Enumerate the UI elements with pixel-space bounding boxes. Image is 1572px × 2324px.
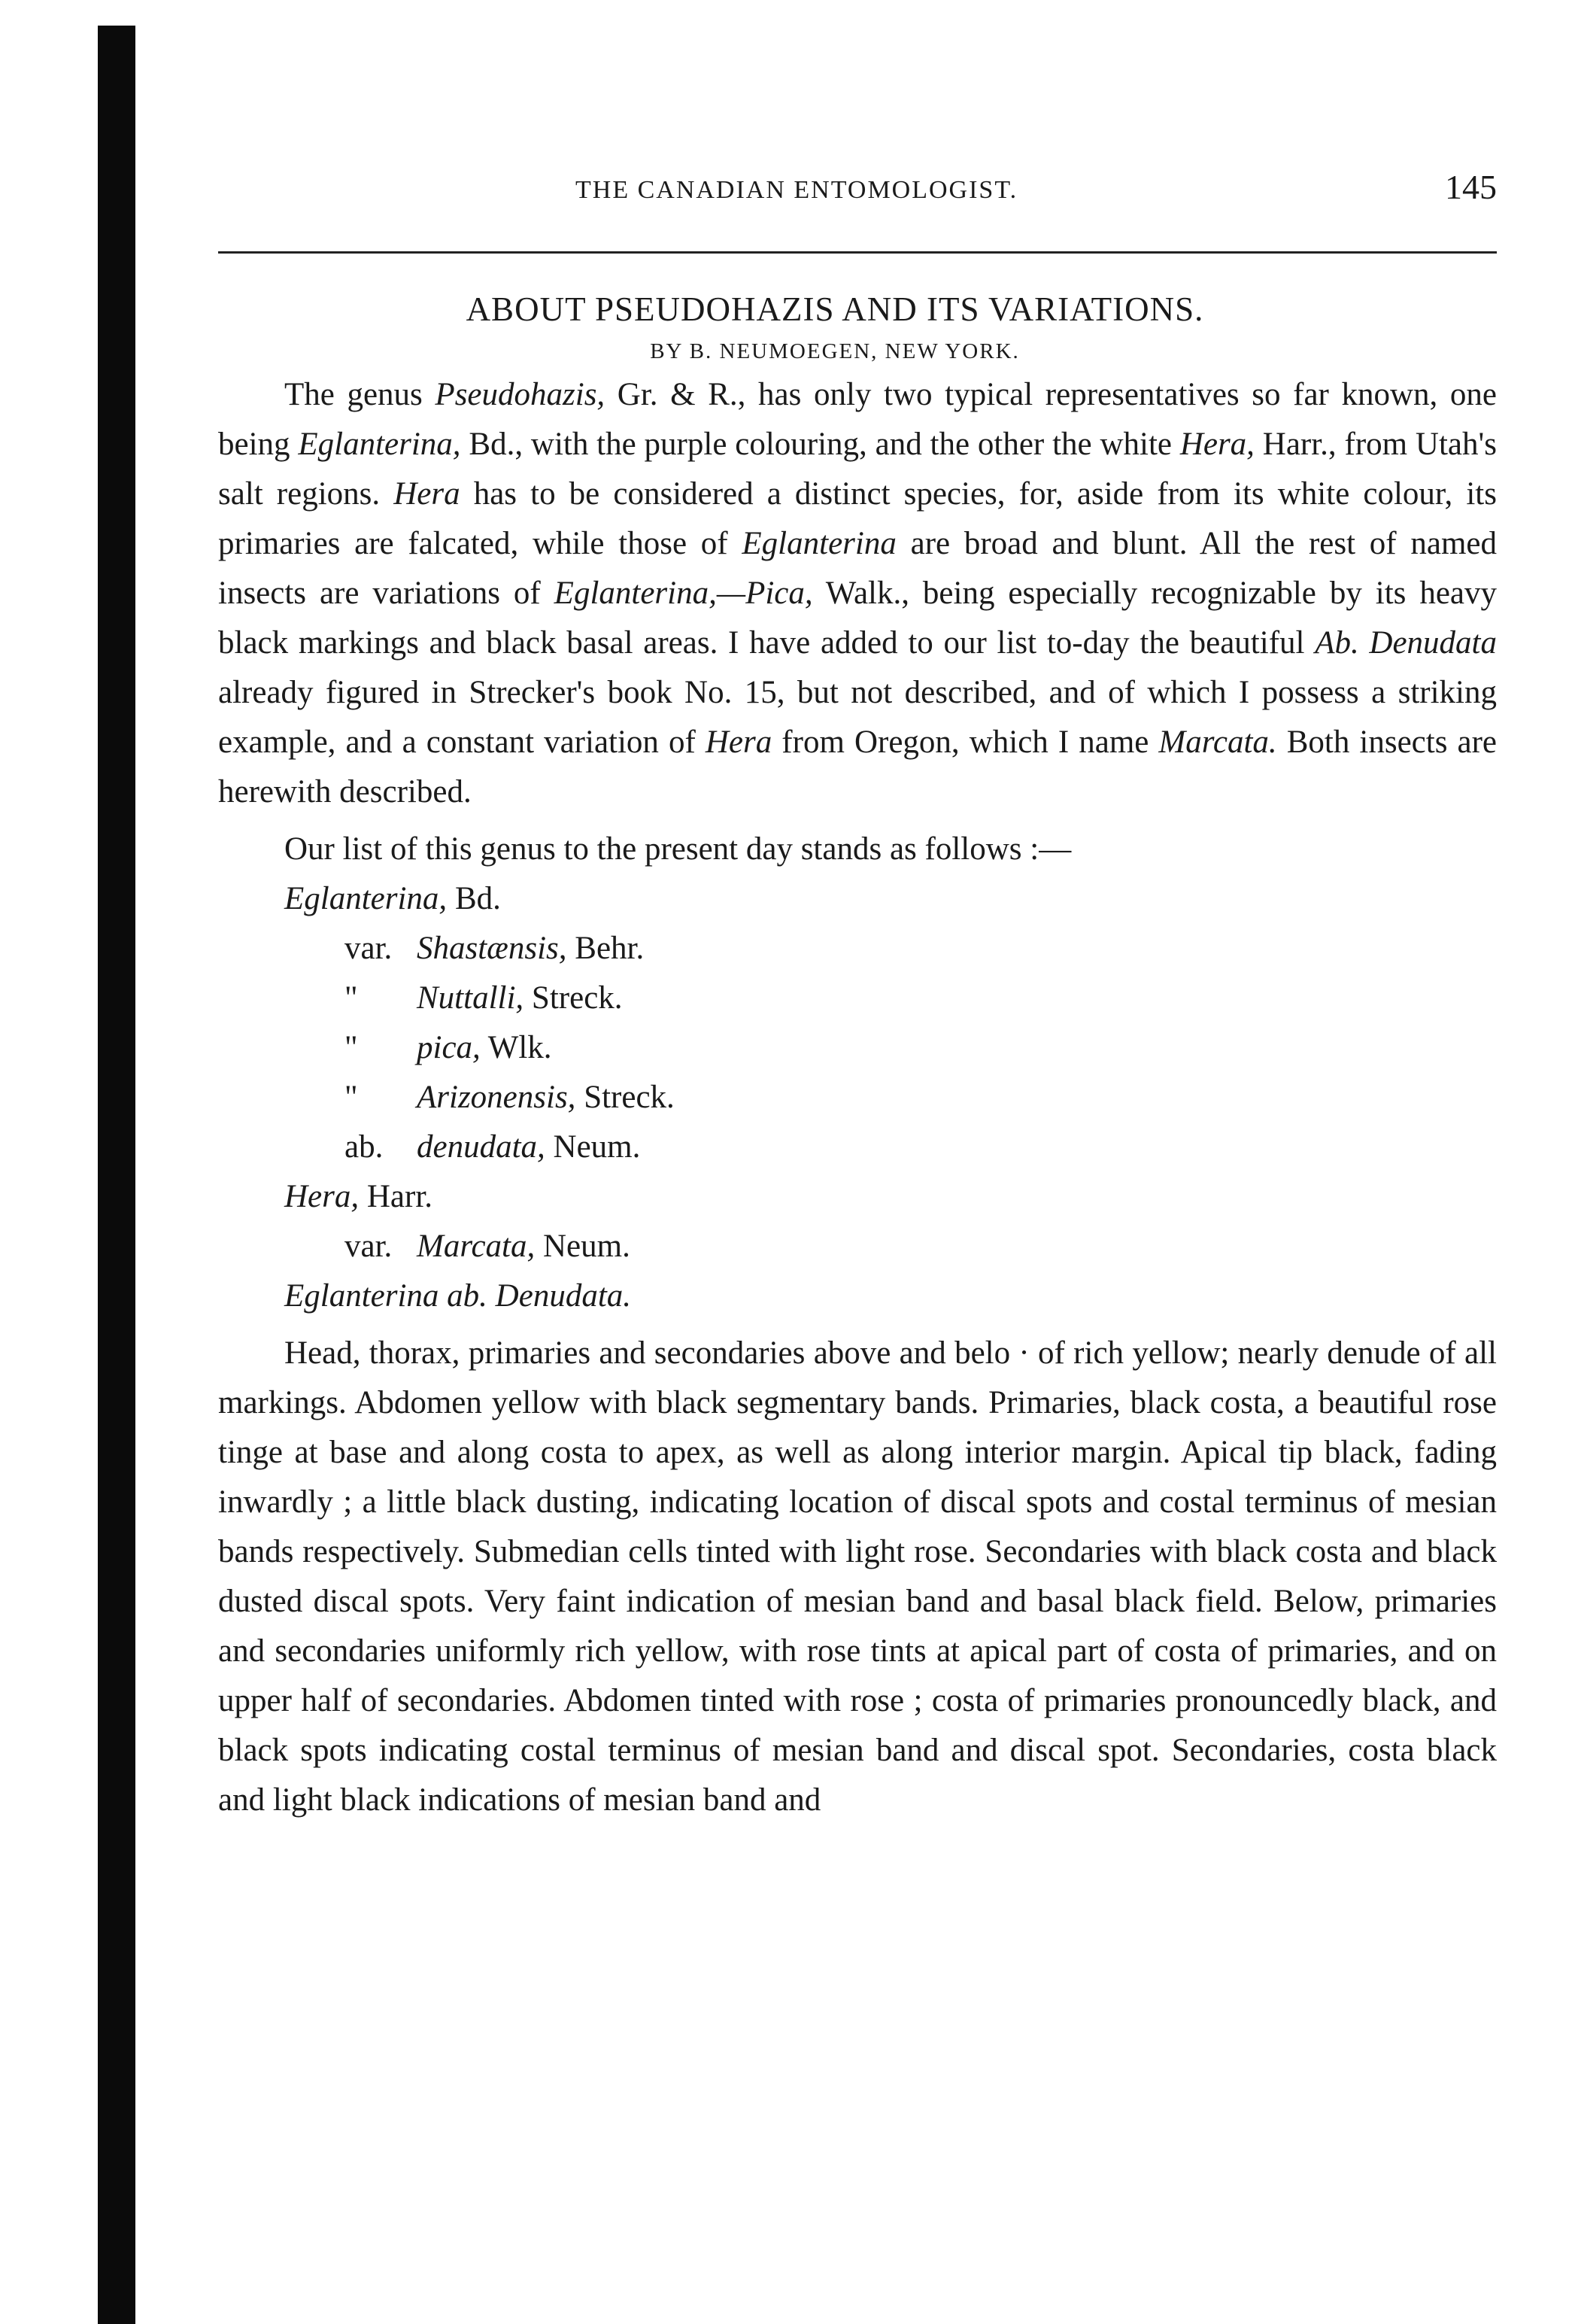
list-item: " Arizonensis, Streck. (344, 1080, 675, 1115)
list-item: ab. denudata, Neum. (344, 1129, 641, 1165)
list-item: " pica, Wlk. (344, 1030, 552, 1065)
header-rule (218, 251, 1497, 254)
page-binding-edge (98, 26, 135, 2324)
description-paragraph: Head, thorax, primaries and secondaries above and belo · of rich yellow; nearly denude of all markings. Abdomen yellow with black segmentary bands. Primaries, black costa, a beautiful rose tinge at base and along costa to apex, as well as along interior margin. Apical tip black, fading inwardly ; a little black dusting, indicating location of discal spots and costal terminus of mesian bands respectively. Submedian cells tinted with light rose. Secondaries with black costa and black dusted discal spots. Very faint indication of mesian band and basal black field. Below, primaries and secondaries uniformly rich yellow, with rose tints at apical part of costa of primaries, and on upper half of secondaries. Abdomen tinted with rose ; costa of primaries pronouncedly black, and black spots indicating costal terminus of mesian band and discal spot. Secondaries, costa black and light black indications of mesian band and (218, 1335, 1497, 1818)
description-heading: Eglanterina ab. Denudata. (284, 1278, 632, 1314)
intro-paragraph: The genus Pseudohazis, Gr. & R., has only two typical representatives so far known, one being Eglanterina, Bd., with the purple colouring, and the other the white Hera, Harr., from Utah's salt regions. Hera has to be considered a distinct species, for, aside from its white colour, its primaries are falcated, while those of Eglanterina are broad and blunt. All the rest of named insects are variations of Eglanterina,—Pica, Walk., being especially recognizable by its heavy black markings and black basal areas. I have added to our list to-day the beautiful Ab. Denudata already figured in Strecker's book No. 15, but not described, and of which I possess a striking example, and a constant variation of Hera from Oregon, which I name Marcata. Both insects are herewith described. (218, 377, 1498, 810)
species-list (218, 874, 1497, 1321)
page-number: 145 (1445, 168, 1497, 206)
article-byline: BY B. NEUMOEGEN, NEW YORK. (650, 339, 1020, 363)
article-title: ABOUT PSEUDOHAZIS AND ITS VARIATIONS. (466, 290, 1204, 328)
running-head (218, 166, 1497, 218)
document-page (218, 166, 1497, 1825)
journal-title: THE CANADIAN ENTOMOLOGIST. (575, 176, 1018, 204)
list-intro: Our list of this genus to the present day stands as follows :— (284, 831, 1072, 867)
list-item: var. Shastænsis, Behr. (344, 931, 645, 966)
list-item: Eglanterina, Bd. (284, 881, 501, 916)
list-item: " Nuttalli, Streck. (344, 980, 623, 1016)
list-item: var. Marcata, Neum. (344, 1229, 630, 1264)
list-item: Hera, Harr. (284, 1179, 433, 1214)
